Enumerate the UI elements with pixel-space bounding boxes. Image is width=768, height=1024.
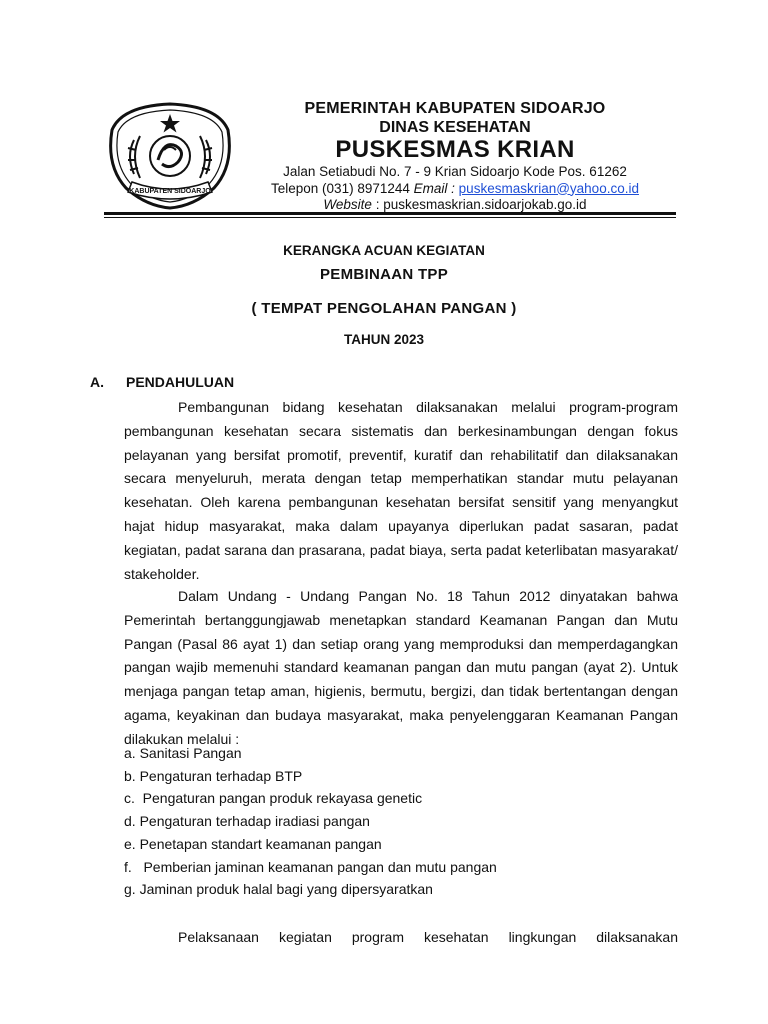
seal-ribbon-text: KABUPATEN SIDOARJO (129, 188, 211, 195)
section-title: PENDAHULUAN (126, 374, 235, 390)
list-item: f. Pemberian jaminan keamanan pangan dan mutu pangan (124, 858, 497, 875)
activity-title: PEMBINAAN TPP (319, 266, 449, 283)
paragraph-introduction: Pembangunan bidang kesehatan dilaksanakan melalui program-program pembangunan kesehatan secara sistematis dan berkesinambungan dengan fokus pelayanan yang bersifat promotif, preventif, kuratif dan rehabilitatif dan dilaksanakan secara menyeluruh, merata dengan tetap memperhatikan standar mutu pelayanan kesehatan. Oleh karena pembangunan kesehatan bersifat sensitif yang menyangkut hajat hidup masyarakat, maka dalam upayanya diperlukan padat sasaran, padat kegiatan, padat sarana dan prasarana, padat biaya, serta padat keterlibatan masyarakat/ stakeholder. (124, 399, 678, 582)
email-link[interactable]: puskesmaskrian@yahoo.co.id (458, 180, 639, 196)
letterhead-institution: PUSKESMAS KRIAN (335, 136, 575, 163)
year-title: TAHUN 2023 (343, 332, 425, 347)
website-text: : puskesmaskrian.sidoarjokab.go.id (371, 197, 587, 212)
letterhead-government: PEMERINTAH KABUPATEN SIDOARJO (304, 100, 606, 117)
list-item: a. Sanitasi Pangan (124, 745, 242, 761)
food-safety-list (124, 742, 497, 901)
letterhead-rule-thick (104, 212, 676, 215)
letterhead-department: DINAS KESEHATAN (379, 119, 531, 136)
letterhead-rule-thin (104, 217, 676, 218)
list-item: b. Pengaturan terhadap BTP (124, 767, 303, 784)
letterhead-website (250, 198, 660, 212)
paragraph-food-law: Dalam Undang - Undang Pangan No. 18 Tahun 2012 dinyatakan bahwa Pemerintah bertanggungjawab menetapkan standard Keamanan Pangan dan Mutu Pangan (Pasal 86 ayat 1) dan setiap orang yang memproduksi dan memperdagangkan pangan wajib memenuhi standard keamanan pangan dan mutu pangan (ayat 2). Untuk menjaga pangan tetap aman, higienis, bermutu, bergizi, dan tidak bertentangan dengan agama, keyakinan dan budaya masyarakat, maka penyelenggaran Keamanan Pangan dilakukan melalui : (124, 588, 678, 747)
activity-subtitle: ( TEMPAT PENGOLAHAN PANGAN ) (251, 300, 517, 317)
section-heading (90, 374, 234, 390)
paragraph-implementation: Pelaksanaan kegiatan program kesehatan lingkungan dilaksanakan (178, 929, 678, 945)
phone-text: Telepon (031) 8971244 (271, 180, 414, 196)
sidoarjo-regency-seal-icon (104, 100, 236, 212)
list-item: d. Pengaturan terhadap iradiasi pangan (124, 813, 370, 830)
email-label: Email : (413, 180, 455, 196)
document-type-title: KERANGKA ACUAN KEGIATAN (283, 243, 485, 258)
section-number: A. (90, 374, 104, 390)
letterhead-contact (250, 182, 660, 196)
list-item: e. Penetapan standart keamanan pangan (124, 835, 382, 852)
website-label: Website (323, 197, 372, 212)
letterhead (250, 101, 660, 212)
list-item: g. Jaminan produk halal bagi yang dipersyaratkan (124, 881, 433, 898)
list-item: c. Pengaturan pangan produk rekayasa genetic (124, 790, 423, 807)
letterhead-address: Jalan Setiabudi No. 7 - 9 Krian Sidoarjo Kode Pos. 61262 (283, 164, 627, 179)
